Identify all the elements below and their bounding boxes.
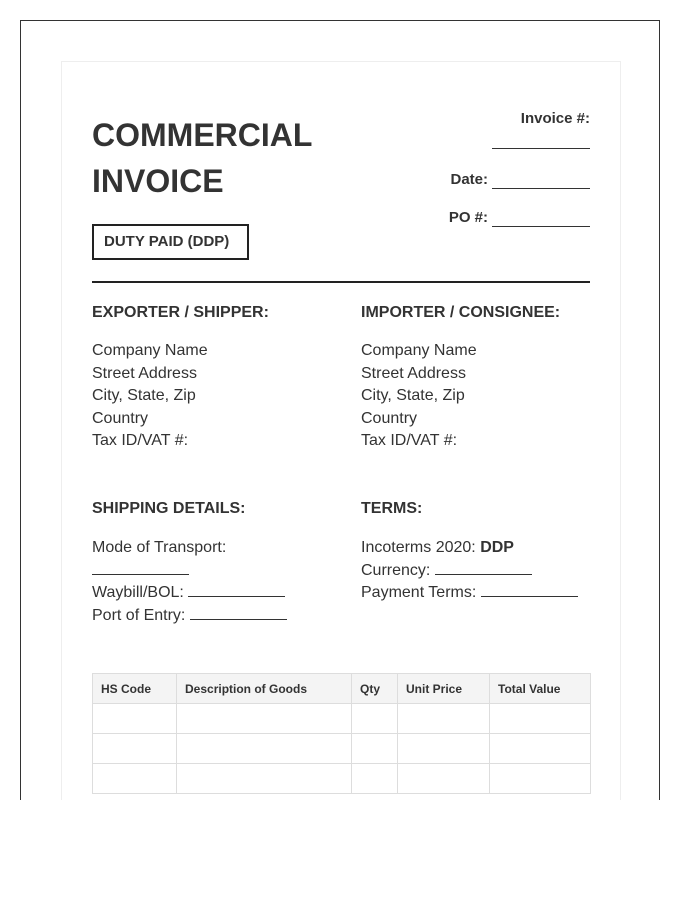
currency-field[interactable]	[435, 560, 532, 575]
table-row	[93, 764, 591, 794]
table-cell-total-value[interactable]	[490, 764, 591, 794]
column-header-description: Description of Goods	[177, 674, 352, 704]
table-row	[93, 704, 591, 734]
table-header-row	[93, 674, 591, 704]
invoice-number-label: Invoice #:	[520, 110, 590, 127]
exporter-country[interactable]: Country	[92, 409, 149, 427]
table-cell-unit-price[interactable]	[398, 704, 490, 734]
exporter-city-state-zip[interactable]: City, State, Zip	[92, 387, 196, 404]
importer-details	[361, 340, 477, 453]
date-label: Date:	[450, 171, 488, 188]
incoterms-value[interactable]: DDP	[480, 539, 514, 556]
waybill-label: Waybill/BOL:	[92, 584, 184, 601]
exporter-company-name[interactable]: Company Name	[92, 342, 208, 359]
table-cell-hs-code[interactable]	[93, 734, 177, 764]
mode-of-transport-field[interactable]	[92, 560, 189, 575]
invoice-title-line-1: COMMERCIAL	[92, 117, 313, 153]
date-field[interactable]	[492, 170, 590, 189]
invoice-number-field[interactable]	[492, 130, 590, 149]
importer-country[interactable]: Country	[361, 409, 418, 427]
table-cell-hs-code[interactable]	[93, 764, 177, 794]
importer-tax-id[interactable]: Tax ID/VAT #:	[361, 432, 458, 449]
table-row	[93, 734, 591, 764]
goods-table	[92, 673, 591, 794]
importer-city-state-zip[interactable]: City, State, Zip	[361, 387, 465, 404]
invoice-title-line-2: INVOICE	[92, 163, 224, 199]
incoterms-label: Incoterms 2020:	[361, 539, 476, 556]
table-cell-description[interactable]	[177, 764, 352, 794]
payment-terms-field[interactable]	[481, 582, 578, 597]
po-number-label: PO #:	[448, 209, 488, 226]
table-cell-hs-code[interactable]	[93, 704, 177, 734]
column-header-total-value: Total Value	[490, 674, 591, 704]
port-of-entry-field[interactable]	[190, 605, 287, 620]
table-cell-qty[interactable]	[352, 704, 398, 734]
table-cell-total-value[interactable]	[490, 704, 591, 734]
terms-heading: TERMS:	[361, 500, 423, 517]
invoice-title	[92, 112, 312, 204]
exporter-heading: EXPORTER / SHIPPER:	[92, 304, 269, 321]
column-header-qty: Qty	[352, 674, 398, 704]
shipping-details	[92, 537, 332, 627]
column-header-hs-code: HS Code	[93, 674, 177, 704]
importer-company-name[interactable]: Company Name	[361, 342, 477, 359]
po-number-field[interactable]	[492, 208, 590, 227]
exporter-details	[92, 340, 208, 453]
column-header-unit-price: Unit Price	[398, 674, 490, 704]
table-cell-description[interactable]	[177, 704, 352, 734]
currency-label: Currency:	[361, 561, 431, 579]
table-cell-total-value[interactable]	[490, 734, 591, 764]
exporter-tax-id[interactable]: Tax ID/VAT #:	[92, 432, 189, 449]
table-cell-qty[interactable]	[352, 764, 398, 794]
table-cell-description[interactable]	[177, 734, 352, 764]
mode-of-transport-label: Mode of Transport:	[92, 539, 227, 556]
waybill-field[interactable]	[188, 582, 285, 597]
duty-paid-badge: DUTY PAID (DDP)	[92, 224, 249, 260]
exporter-street-address[interactable]: Street Address	[92, 364, 197, 382]
payment-terms-label: Payment Terms:	[361, 584, 477, 601]
port-of-entry-label: Port of Entry:	[92, 606, 186, 624]
importer-street-address[interactable]: Street Address	[361, 364, 466, 382]
header-divider	[92, 281, 590, 283]
importer-heading: IMPORTER / CONSIGNEE:	[361, 304, 561, 321]
shipping-heading: SHIPPING DETAILS:	[92, 500, 246, 517]
terms-details	[361, 537, 590, 605]
table-cell-unit-price[interactable]	[398, 734, 490, 764]
table-cell-unit-price[interactable]	[398, 764, 490, 794]
table-cell-qty[interactable]	[352, 734, 398, 764]
